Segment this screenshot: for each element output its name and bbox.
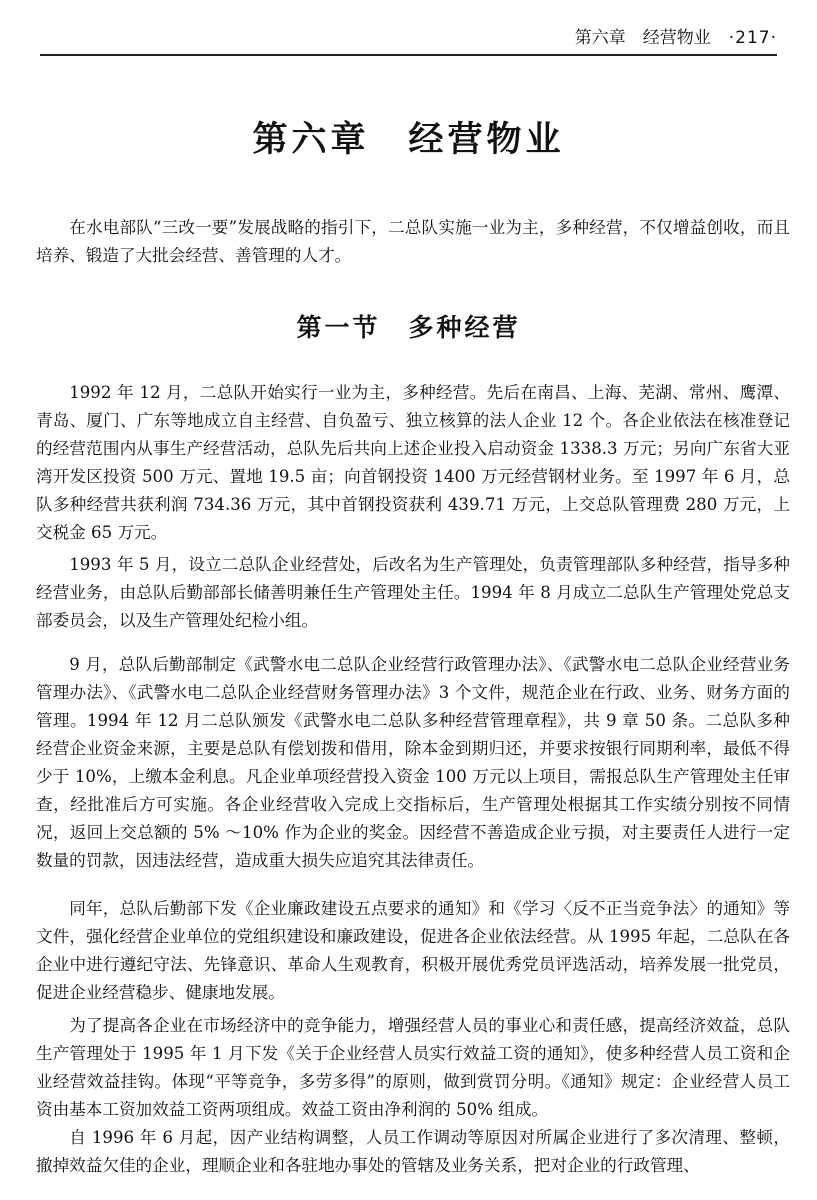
chapter-title: 第六章 经营物业	[252, 120, 565, 160]
body-paragraph: 自 1996 年 6 月起，因产业结构调整，人员工作调动等原因对所属企业进行了多次清理、整顿，撤掉效益欠佳的企业，理顺企业和各驻地办事处的管辖及业务关系，把对企业的行政管理、	[36, 1128, 790, 1175]
body-paragraph: 同年，总队后勤部下发《企业廉政建设五点要求的通知》和《学习〈反不正当竞争法〉的通知》等文件，强化经营企业单位的党组织建设和廉政建设，促进各企业依法经营。从 1995 年起，二总队在各企业中进行遵纪守法、先锋意识、革命人生观教育，积极开展优秀党员评选活动，培养发展一批党员，促进企业经营稳步、健康地发展。	[36, 899, 790, 1002]
body-paragraph: 9 月，总队后勤部制定《武警水电二总队企业经营行政管理办法》、《武警水电二总队企业经营业务管理办法》、《武警水电二总队企业经营财务管理办法》3 个文件，规范企业在行政、业务、财务方面的管理。1994 年 12 月二总队颁发《武警水电二总队多种经营管理章程》，共 9 章 50 条。二总队多种经营企业资金来源，主要是总队有偿划拨和借用，除本金到期归还，并要求按银行同期利率，最低不得少于 10%，上缴本金利息。凡企业单项经营投入资金 100 万元以上项目，需报总队生产管理处主任审查，经批准后方可实施。各企业经营收入完成上交指标后，生产管理处根据其工作实绩分别按不同情况，返回上交总额的 5% ～10% 作为企业的奖金。因经营不善造成企业亏损，对主要责任人进行一定数量的罚款，因违法经营，造成重大损失应追究其法律责任。	[36, 655, 790, 870]
body-paragraph: 1993 年 5 月，设立二总队企业经营处，后改名为生产管理处，负责管理部队多种经营，指导多种经营业务，由总队后勤部部长储善明兼任生产管理处主任。1994 年 8 月成立二总队生产管理处党总支部委员会，以及生产管理处纪检小组。	[36, 555, 790, 630]
page-number: ·217·	[728, 28, 777, 48]
intro-paragraph: 在水电部队“三改一要”发展战略的指引下，二总队实施一业为主，多种经营，不仅增益创收，而且培养、锻造了大批会经营、善管理的人才。	[36, 218, 790, 265]
body-paragraph: 为了提高各企业在市场经济中的竞争能力，增强经营人员的事业心和责任感，提高经济效益，总队生产管理处于 1995 年 1 月下发《关于企业经营人员实行效益工资的通知》，使多种经营人员工资和企业经营效益挂钩。体现“平等竞争，多劳多得”的原则，做到赏罚分明。《通知》规定：企业经营人员工资由基本工资加效益工资两项组成。效益工资由净利润的 50% 组成。	[36, 1016, 790, 1119]
body-paragraph: 1992 年 12 月，二总队开始实行一业为主，多种经营。先后在南昌、上海、芜湖、常州、鹰潭、青岛、厦门、广东等地成立自主经营、自负盈亏、独立核算的法人企业 12 个。各企业依法在核准登记的经营范围内从事生产经营活动，总队先后共向上述企业投入启动资金 1338.3 万元；另向广东省大亚湾开发区投资 500 万元、置地 19.5 亩；向首钢投资 1400 万元经营钢材业务。至 1997 年 6 月，总队多种经营共获利润 734.36 万元，其中首钢投资获利 439.71 万元，上交总队管理费 280 万元，上交税金 65 万元。	[36, 383, 790, 542]
section-title: 第一节 多种经营	[296, 313, 521, 342]
running-head-chapter: 第六章 经营物业	[574, 28, 711, 48]
running-head	[40, 22, 777, 56]
